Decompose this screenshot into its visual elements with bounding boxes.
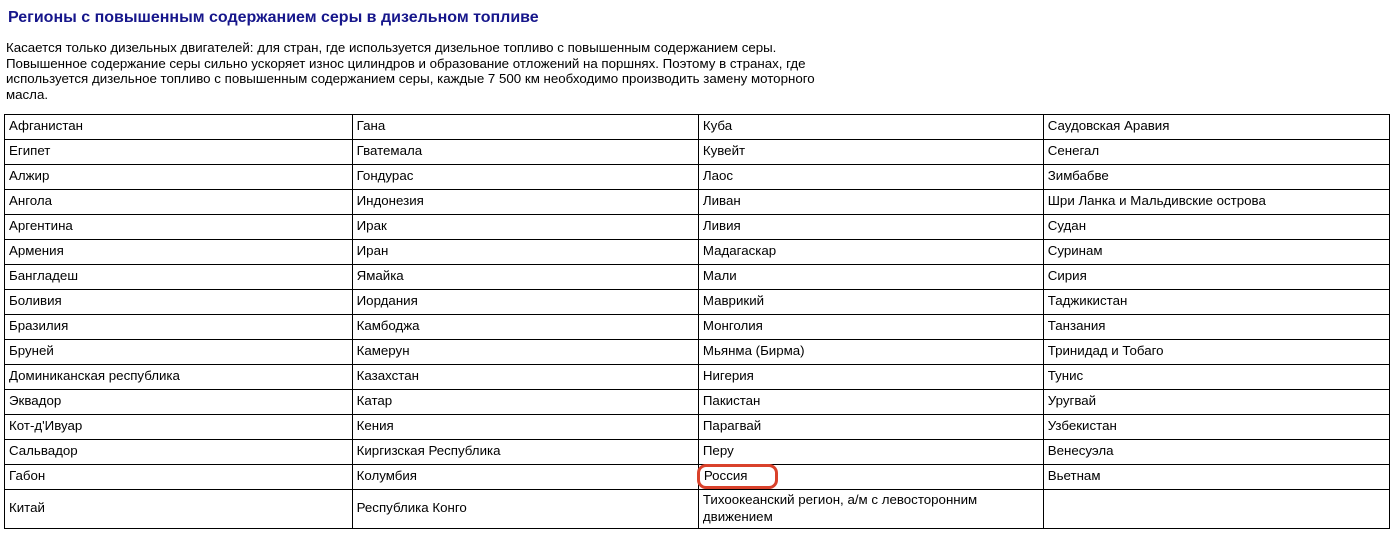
country-cell: Бангладеш <box>5 265 353 290</box>
country-cell: Куба <box>698 115 1043 140</box>
country-cell: Мадагаскар <box>698 240 1043 265</box>
country-cell: Гондурас <box>352 165 698 190</box>
country-cell: Катар <box>352 390 698 415</box>
countries-table <box>4 114 1390 529</box>
table-row <box>5 490 1390 529</box>
table-row <box>5 390 1390 415</box>
country-cell: Ливия <box>698 215 1043 240</box>
table-row <box>5 165 1390 190</box>
country-cell: Сенегал <box>1043 140 1389 165</box>
country-cell: Кувейт <box>698 140 1043 165</box>
country-cell: Парагвай <box>698 415 1043 440</box>
table-row <box>5 340 1390 365</box>
country-cell: Венесуэла <box>1043 440 1389 465</box>
table-row <box>5 415 1390 440</box>
table-row <box>5 365 1390 390</box>
country-cell: Тихоокеанский регион, а/м с левосторонним движением <box>698 490 1043 529</box>
country-cell: Ирак <box>352 215 698 240</box>
country-cell: Ливан <box>698 190 1043 215</box>
country-cell: Таджикистан <box>1043 290 1389 315</box>
country-cell: Судан <box>1043 215 1389 240</box>
country-cell: Суринам <box>1043 240 1389 265</box>
country-cell: Сирия <box>1043 265 1389 290</box>
country-cell <box>1043 490 1389 529</box>
country-cell: Казахстан <box>352 365 698 390</box>
country-cell: Боливия <box>5 290 353 315</box>
country-cell: Республика Конго <box>352 490 698 529</box>
country-cell: Вьетнам <box>1043 465 1389 490</box>
page-title: Регионы с повышенным содержанием серы в дизельном топливе <box>8 9 539 26</box>
country-cell: Индонезия <box>352 190 698 215</box>
country-cell: Армения <box>5 240 353 265</box>
country-cell: Перу <box>698 440 1043 465</box>
country-cell: Египет <box>5 140 353 165</box>
country-cell: Сальвадор <box>5 440 353 465</box>
country-cell: Бразилия <box>5 315 353 340</box>
country-cell-russia <box>698 465 1043 490</box>
country-cell: Тринидад и Тобаго <box>1043 340 1389 365</box>
table-row <box>5 465 1390 490</box>
intro-paragraph: Касается только дизельных двигателей: для стран, где используется дизельное топливо с повышенным содержанием серы. Повышенное содержание серы сильно ускоряет износ цилиндров и образование отложений на поршнях. Поэтому в странах, где используется дизельное топливо с повышенным содержанием серы, каждые 7 500 км необходимо производить замену моторного масла. <box>6 40 815 102</box>
country-cell: Танзания <box>1043 315 1389 340</box>
country-cell: Бруней <box>5 340 353 365</box>
country-cell: Маврикий <box>698 290 1043 315</box>
country-cell: Лаос <box>698 165 1043 190</box>
country-cell: Пакистан <box>698 390 1043 415</box>
table-row <box>5 265 1390 290</box>
country-cell: Колумбия <box>352 465 698 490</box>
table-row <box>5 240 1390 265</box>
country-cell: Уругвай <box>1043 390 1389 415</box>
table-row <box>5 140 1390 165</box>
country-cell: Иордания <box>352 290 698 315</box>
country-cell: Шри Ланка и Мальдивские острова <box>1043 190 1389 215</box>
country-cell: Кения <box>352 415 698 440</box>
table-row <box>5 315 1390 340</box>
table-row <box>5 190 1390 215</box>
table-row <box>5 440 1390 465</box>
country-cell: Доминиканская республика <box>5 365 353 390</box>
country-cell: Монголия <box>698 315 1043 340</box>
russia-highlight-box: Россия <box>697 464 779 489</box>
country-cell: Гана <box>352 115 698 140</box>
country-cell: Тунис <box>1043 365 1389 390</box>
table-row <box>5 290 1390 315</box>
table-row <box>5 215 1390 240</box>
country-cell: Эквадор <box>5 390 353 415</box>
country-cell: Аргентина <box>5 215 353 240</box>
country-cell: Саудовская Аравия <box>1043 115 1389 140</box>
country-cell: Ямайка <box>352 265 698 290</box>
country-cell: Ангола <box>5 190 353 215</box>
country-cell: Габон <box>5 465 353 490</box>
country-cell: Нигерия <box>698 365 1043 390</box>
country-cell: Узбекистан <box>1043 415 1389 440</box>
country-cell: Афганистан <box>5 115 353 140</box>
country-cell: Камбоджа <box>352 315 698 340</box>
country-cell: Мали <box>698 265 1043 290</box>
country-cell: Алжир <box>5 165 353 190</box>
country-cell: Киргизская Республика <box>352 440 698 465</box>
country-cell: Зимбабве <box>1043 165 1389 190</box>
table-row <box>5 115 1390 140</box>
country-cell: Мьянма (Бирма) <box>698 340 1043 365</box>
country-cell: Кот-д'Ивуар <box>5 415 353 440</box>
country-cell: Камерун <box>352 340 698 365</box>
country-cell: Иран <box>352 240 698 265</box>
country-cell: Гватемала <box>352 140 698 165</box>
country-cell: Китай <box>5 490 353 529</box>
